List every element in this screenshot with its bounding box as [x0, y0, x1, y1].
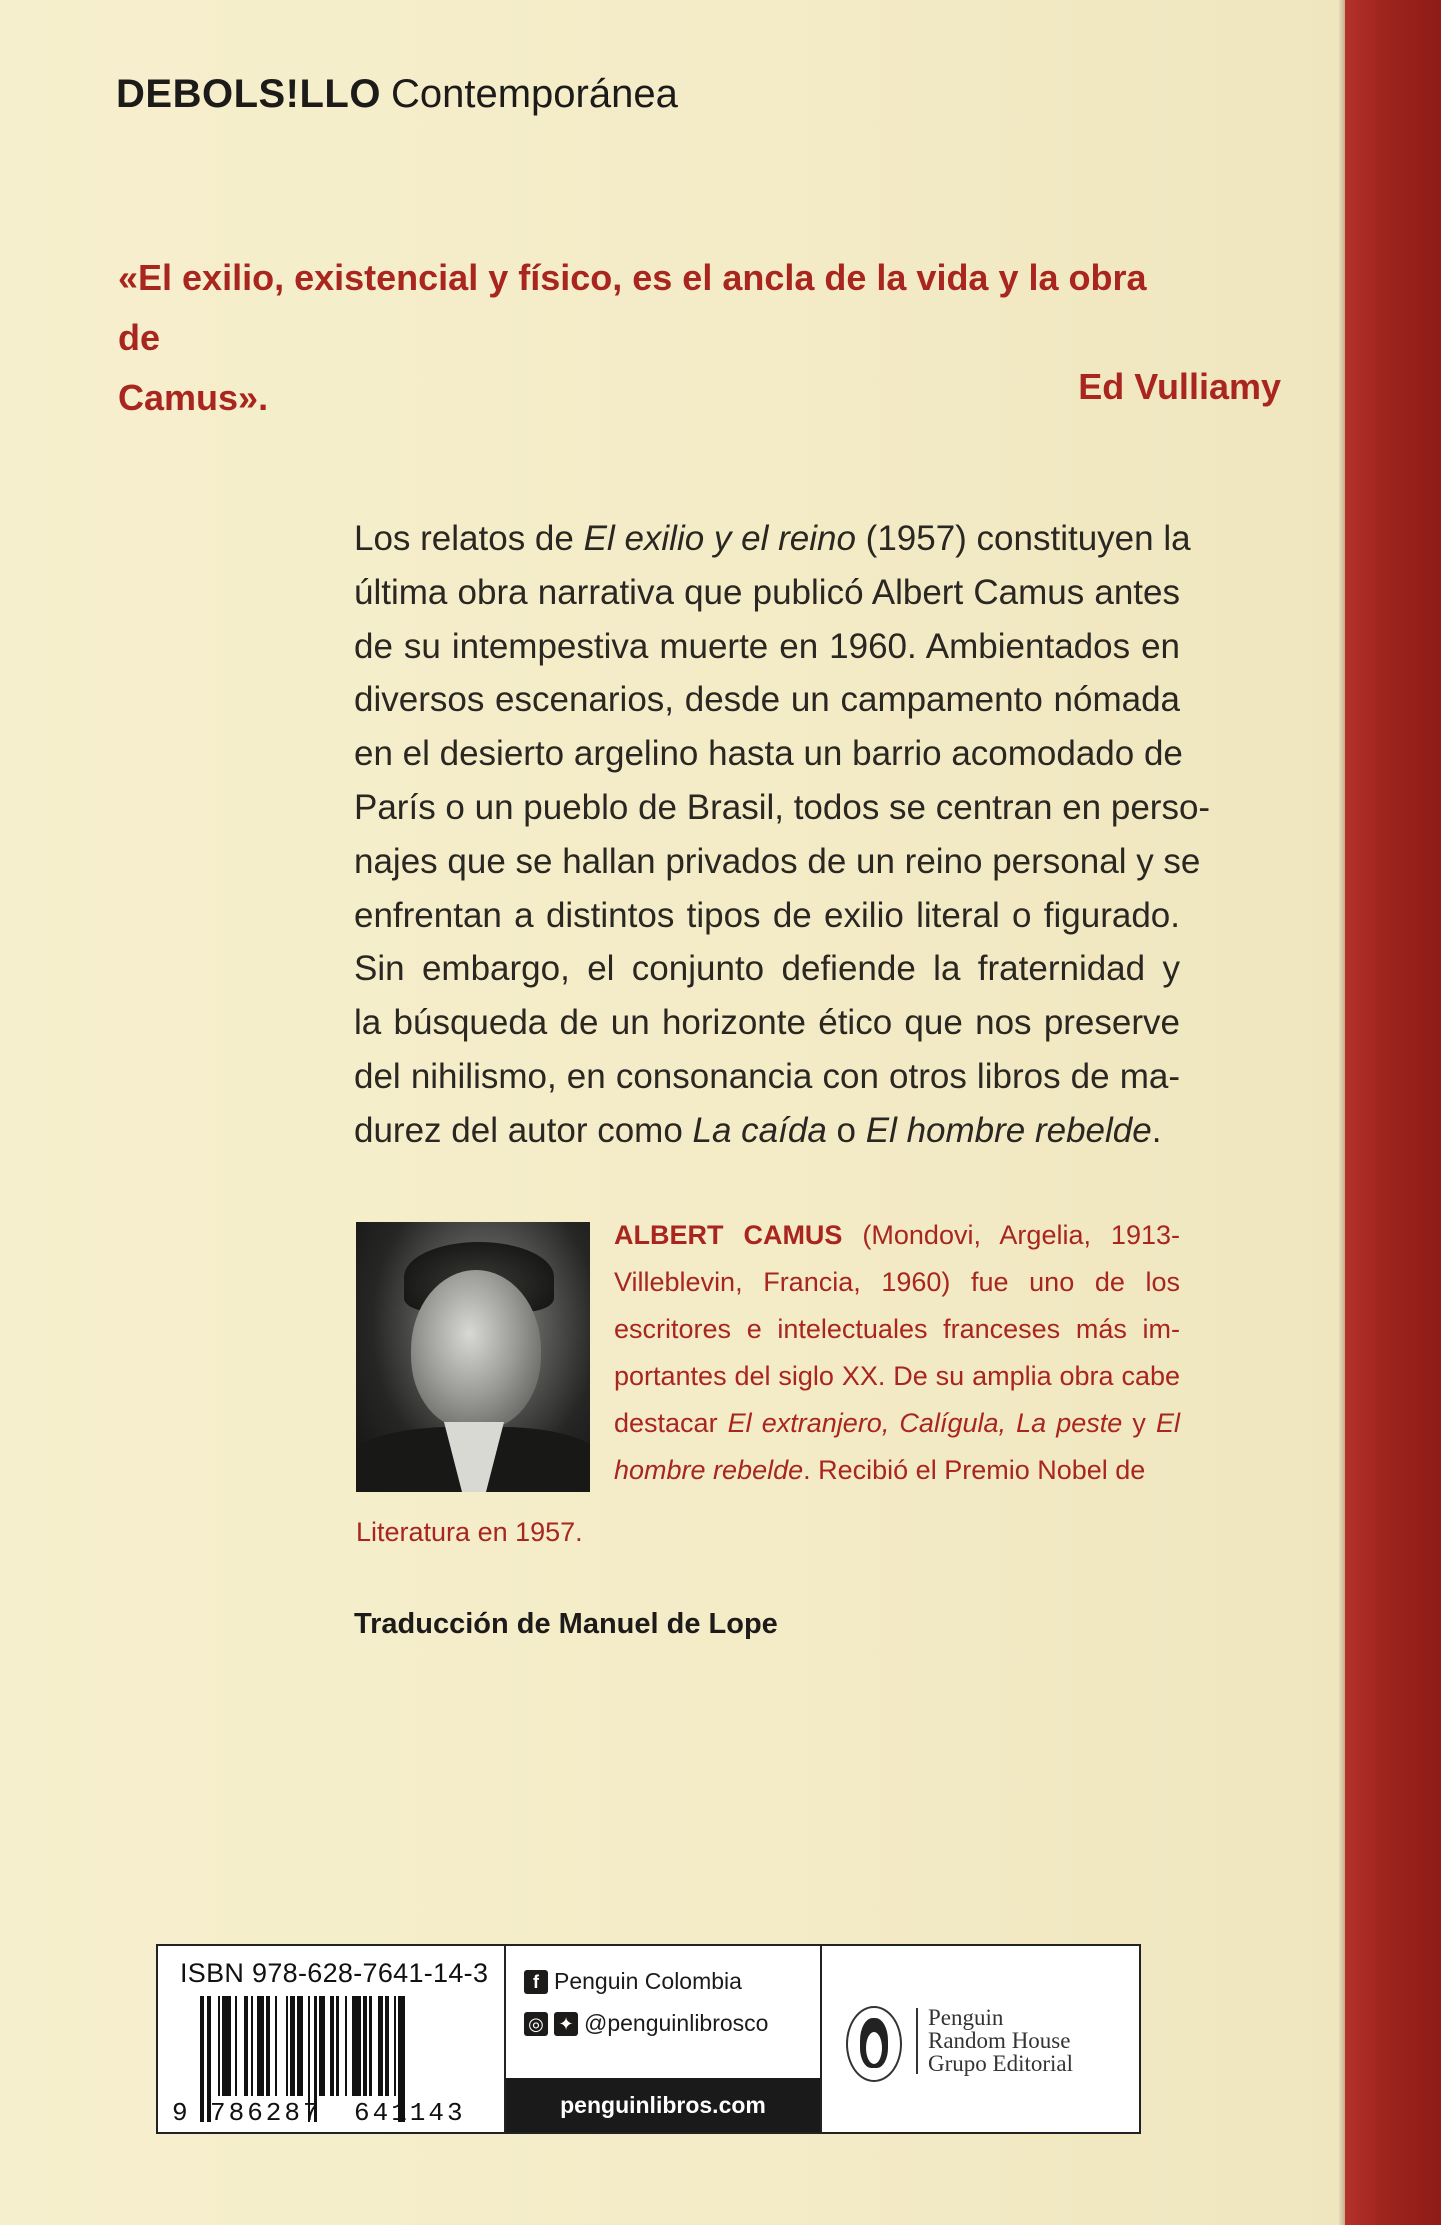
publisher-name: Penguin Random House Grupo Editorial — [928, 2005, 1073, 2076]
synopsis-line: última obra narrativa que publicó Albert Camus antes — [354, 572, 1180, 612]
quote-line-1: «El exilio, existencial y físico, es el ancla de la vida y la obra de — [118, 257, 1147, 358]
bio-line: escritores e intelectuales franceses más im- — [614, 1314, 1180, 1344]
synopsis — [354, 512, 1211, 1158]
barcode-digits-right: 641143 — [354, 2098, 466, 2128]
author-photo — [356, 1222, 590, 1492]
bio-line: destacar El extranjero, Calígula, La peste y El — [614, 1408, 1180, 1438]
book-title: El exilio y el reino — [583, 519, 856, 558]
publisher-logo — [822, 1946, 1139, 2132]
synopsis-line: de su intempestiva muerte en 1960. Ambientados en — [354, 626, 1180, 666]
social-handle[interactable]: ◎ ✦ @penguinlibrosco — [524, 2010, 768, 2037]
website-link[interactable]: penguinlibros.com — [506, 2078, 820, 2132]
quote-author: Ed Vulliamy — [1078, 366, 1281, 407]
isbn-text: ISBN 978-628-7641-14-3 — [180, 1958, 489, 1988]
brand-name: DEBOLS!LLO — [116, 72, 381, 116]
quote-line-2: Camus». — [118, 377, 269, 418]
synopsis-line: en el desierto argelino hasta un barrio acomodado de — [354, 734, 1183, 774]
barcode-area — [158, 1946, 506, 2132]
instagram-icon: ◎ — [524, 2012, 548, 2036]
synopsis-line: la búsqueda de un horizonte ético que nos preserve — [354, 1003, 1180, 1043]
author-bio — [614, 1212, 1180, 1494]
book-spine — [1345, 0, 1441, 2225]
synopsis-line: diversos escenarios, desde un campamento nómada — [354, 680, 1180, 720]
barcode-panel — [156, 1944, 1141, 2134]
social-links — [506, 1946, 822, 2132]
bio-line: Villeblevin, Francia, 1960) fue uno de los — [614, 1267, 1180, 1297]
bio-line-last: Literatura en 1957. — [356, 1517, 583, 1547]
synopsis-line: durez del autor como La caída o El hombre rebelde. — [354, 1110, 1162, 1150]
twitter-icon: ✦ — [554, 2012, 578, 2036]
synopsis-line: del nihilismo, en consonancia con otros libros de ma- — [354, 1056, 1180, 1096]
barcode — [200, 1996, 490, 2096]
facebook-icon: f — [524, 1970, 548, 1994]
series-brand — [116, 72, 678, 117]
synopsis-line: najes que se hallan privados de un reino personal y se — [354, 841, 1201, 881]
translator-credit: Traducción de Manuel de Lope — [354, 1608, 778, 1640]
synopsis-line: enfrentan a distintos tipos de exilio literal o figurado. — [354, 895, 1180, 935]
bio-line: portantes del siglo XX. De su amplia obra cabe — [614, 1361, 1180, 1391]
author-name: ALBERT CAMUS — [614, 1220, 843, 1250]
synopsis-line: París o un pueblo de Brasil, todos se centran en perso- — [354, 787, 1211, 827]
pull-quote — [118, 248, 1188, 428]
penguin-icon — [846, 2006, 902, 2082]
synopsis-line: Los relatos de El exilio y el reino (1957) constituyen la — [354, 519, 1191, 558]
synopsis-line: Sin embargo, el conjunto defiende la fraternidad y — [354, 949, 1180, 989]
bio-line: ALBERT CAMUS (Mondovi, Argelia, 1913- — [614, 1220, 1180, 1250]
barcode-digit-first: 9 — [172, 2098, 188, 2128]
bio-line: hombre rebelde. Recibió el Premio Nobel de — [614, 1455, 1146, 1485]
facebook-link[interactable]: f Penguin Colombia — [524, 1968, 742, 1995]
barcode-digits-left: 786287 — [210, 2098, 322, 2128]
collection-name: Contemporánea — [390, 72, 678, 116]
